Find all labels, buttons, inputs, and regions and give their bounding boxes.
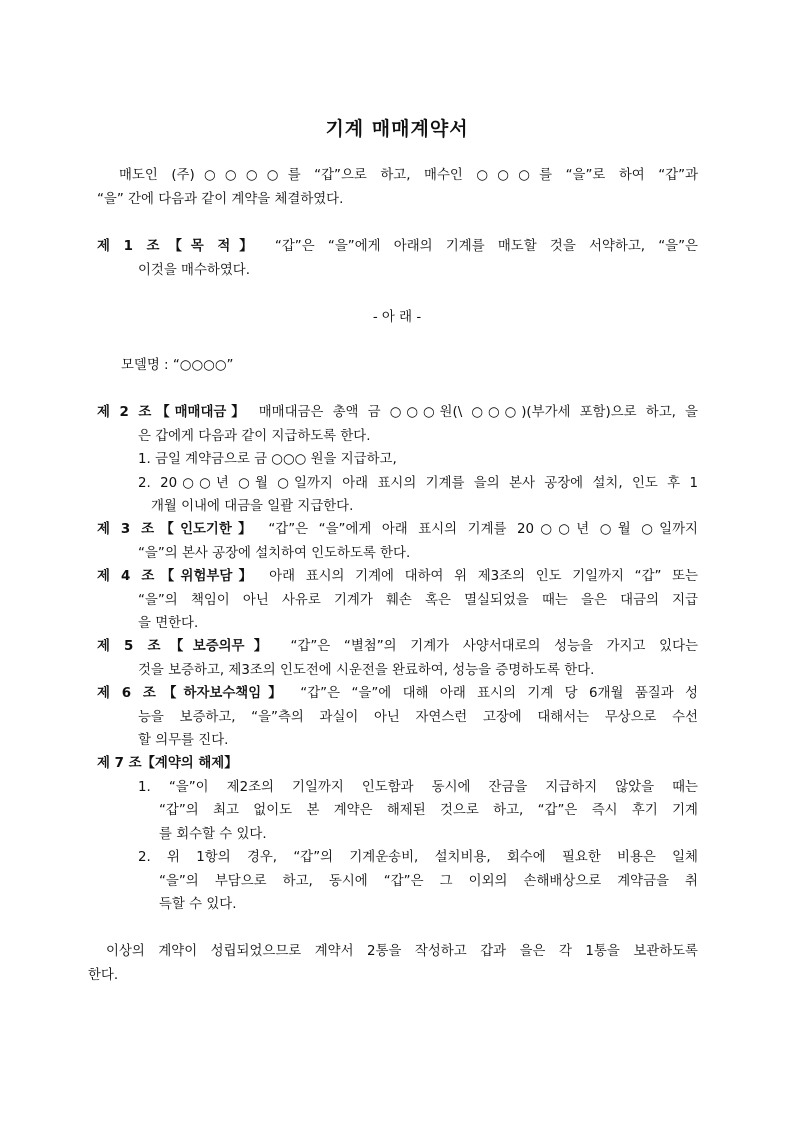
- intro-line-2: “을” 간에 다음과 같이 계약을 체결하였다.: [97, 191, 344, 207]
- article-2: [97, 401, 698, 519]
- article-7-item-2b: “을”의 부담으로 하고, 동시에 “갑”은 그 이외의 손해배상으로 계약금을 취: [159, 873, 698, 889]
- article-6: [97, 682, 698, 753]
- article-2-item-2a: 2. 20○○년 ○월 ○일까지 아래 표시의 기계를 을의 본사 공장에 설치, 인도 후 1: [138, 475, 698, 491]
- article-6-heading: 제 6 조【하자보수책임】: [97, 686, 289, 701]
- article-3-line-1: “갑”은 “을”에게 아래 표시의 기계를 20○○년 ○월 ○일까지: [268, 522, 698, 537]
- article-6-line-1: “갑”은 “을”에 대해 아래 표시의 기계 당 6개월 품질과 성: [300, 686, 698, 701]
- article-7: [97, 752, 698, 917]
- closing-line-2: 한다.: [88, 967, 119, 983]
- article-7-item-2c: 득할 수 있다.: [159, 897, 237, 912]
- article-7-item-1b: “갑”의 최고 없이도 본 계약은 해제된 것으로 하고, “갑”은 즉시 후기 기계: [159, 803, 698, 818]
- article-3: [97, 518, 698, 565]
- intro-paragraph: [97, 164, 698, 211]
- article-2-item-1: 1. 금일 계약금으로 금 ○○○ 원을 지급하고,: [138, 452, 397, 467]
- article-4: [97, 565, 698, 636]
- below-marker: - 아 래 -: [372, 310, 422, 325]
- article-3-line-2: “을”의 본사 공장에 설치하여 인도하도록 한다.: [138, 545, 411, 561]
- article-5-heading: 제 5 조【보증의무】: [97, 639, 277, 654]
- article-7-item-1c: 를 회수할 수 있다.: [159, 826, 267, 842]
- article-6-line-2: 능을 보증하고, “을”측의 과실이 아닌 자연스런 고장에 대해서는 무상으로 수선: [138, 709, 698, 725]
- article-2-line-2: 은 갑에게 다음과 같이 지급하도록 한다.: [138, 428, 371, 444]
- document-title: 기계 매매계약서: [325, 118, 469, 140]
- article-1: [97, 235, 698, 282]
- article-4-line-1: 아래 표시의 기계에 대하여 위 제3조의 인도 기일까지 “갑” 또는: [269, 569, 698, 584]
- article-4-line-2: “을”의 책임이 아닌 사유로 기계가 훼손 혹은 멸실되었을 때는 을은 대금의 지급: [138, 592, 698, 608]
- article-4-heading: 제 4 조【위험부담】: [97, 569, 259, 584]
- intro-line-1: 매도인 (주)○○○○를 “갑”으로 하고, 매수인 ○○○를 “을”로 하여 “갑”과: [119, 168, 698, 183]
- article-3-heading: 제 3 조【인도기한】: [97, 522, 258, 537]
- article-4-line-3: 을 면한다.: [138, 616, 199, 631]
- article-7-item-1a: 1. “을”이 제2조의 기일까지 인도함과 동시에 잔금을 지급하지 않았을 때는: [138, 779, 698, 795]
- article-2-item-2b: 개월 이내에 대금을 일괄 지급한다.: [151, 499, 354, 514]
- closing-line-1: 이상의 계약이 성립되었으므로 계약서 2통을 작성하고 갑과 을은 각 1통을 보관하도록: [106, 944, 698, 959]
- article-1-line-1: “갑”은 “을”에게 아래의 기계를 매도할 것을 서약하고, “을”은: [274, 239, 698, 254]
- article-7-heading: 제 7 조【계약의 해제】: [97, 756, 238, 771]
- article-2-line-1: 매매대금은 총액 금 ○○○원(\ ○○○)(부가세 포함)으로 하고, 을: [258, 405, 698, 420]
- article-1-line-2: 이것을 매수하였다.: [138, 262, 250, 278]
- article-7-item-2a: 2. 위 1항의 경우, “갑”의 기계운송비, 설치비용, 회수에 필요한 비용은 일체: [138, 850, 698, 865]
- article-2-heading: 제 2 조【매매대금】: [97, 405, 250, 420]
- article-5-line-1: “갑”은 “별첨”의 기계가 사양서대로의 성능을 가지고 있다는: [290, 639, 698, 654]
- article-5-line-2: 것을 보증하고, 제3조의 인도전에 시운전을 완료하여, 성능을 증명하도록 한다.: [138, 662, 595, 678]
- article-5: [97, 635, 698, 682]
- closing-paragraph: [88, 940, 698, 987]
- article-6-line-3: 할 의무를 진다.: [138, 733, 229, 748]
- article-1-heading: 제 1 조【목 적】: [97, 239, 262, 254]
- model-name: 모델명 : “○○○○”: [121, 358, 234, 373]
